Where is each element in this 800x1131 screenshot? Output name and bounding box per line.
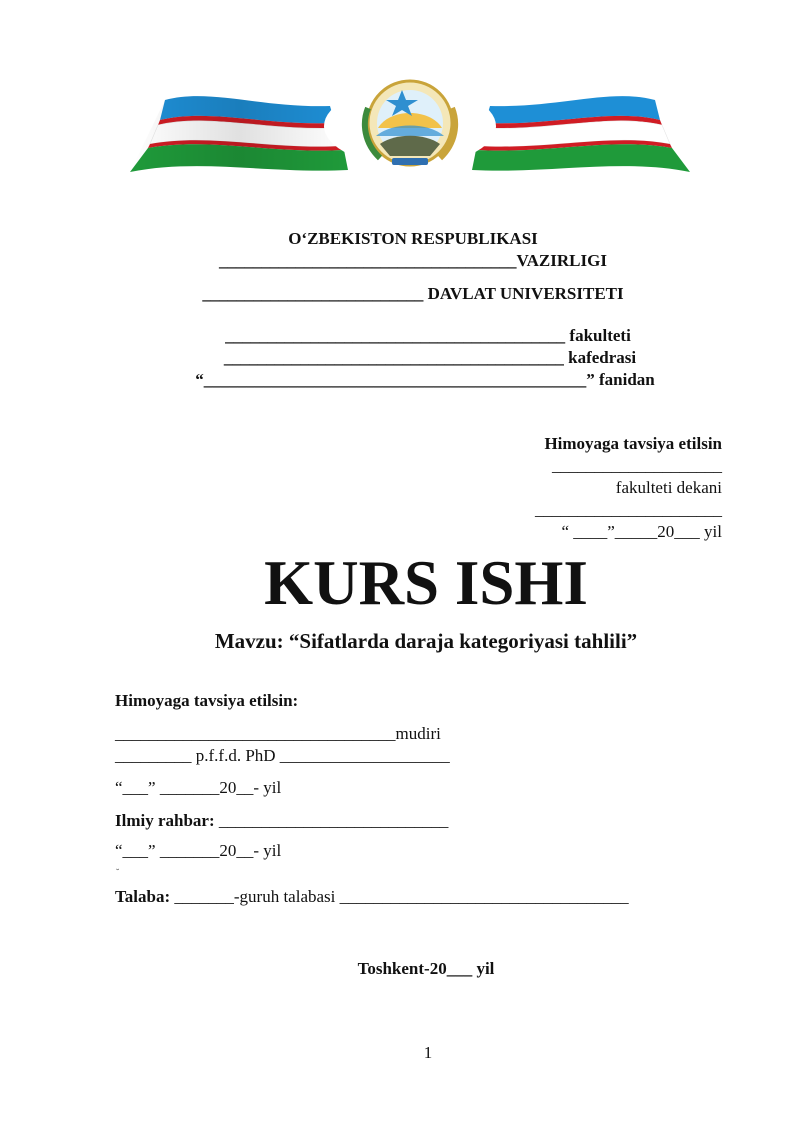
dean-signature-line: ____________________ [552, 456, 722, 475]
department-line: ________________________________________ kafedrasi [223, 348, 637, 367]
ministry-line: ___________________________________VAZIRLIGI [219, 251, 607, 270]
dean-approval-title: Himoyaga tavsiya etilsin [544, 434, 722, 453]
student-label: Talaba: [115, 887, 171, 906]
student-line [115, 887, 629, 907]
dean-name-line: ______________________ [535, 500, 722, 519]
republic-name: O‘ZBEKISTON RESPUBLIKASI [288, 229, 538, 248]
topic-line: Mavzu: “Sifatlarda daraja kategoriyasi tahlili” [214, 629, 638, 653]
coat-of-arms [324, 81, 496, 166]
university-line: __________________________ DAVLAT UNIVERSITETI [202, 284, 624, 303]
defense-date-1: “___” _______20__- yil [115, 778, 282, 797]
state-emblem-banner [130, 78, 690, 178]
dean-approval-date: “ ____”_____20___ yil [561, 522, 722, 541]
advisor-line [115, 811, 448, 831]
faculty-line: ________________________________________ fakulteti [225, 326, 631, 345]
student-signature: _______-guruh talabasi __________________________________ [170, 887, 629, 906]
advisor-signature: ___________________________ [214, 811, 449, 830]
dean-role: fakulteti dekani [615, 478, 722, 497]
head-signature-line: _________________________________mudiri [115, 724, 441, 743]
subject-line: “_____________________________________________” fanidan [195, 370, 655, 389]
right-flag [472, 96, 690, 172]
advisor-label: Ilmiy rahbar: [115, 811, 215, 830]
stray-mark: ˘ [116, 868, 120, 879]
page-number: 1 [423, 1043, 433, 1062]
defense-date-2: “___” _______20__- yil [115, 841, 282, 860]
degree-line: _________ p.f.f.d. PhD ____________________ [115, 746, 450, 765]
flag-emblem-graphic [130, 78, 690, 178]
city-year: Toshkent-20___ yil [357, 959, 495, 978]
defense-title: Himoyaga tavsiya etilsin: [115, 691, 299, 710]
document-title: KURS ISHI [264, 548, 588, 618]
left-flag [130, 96, 348, 172]
